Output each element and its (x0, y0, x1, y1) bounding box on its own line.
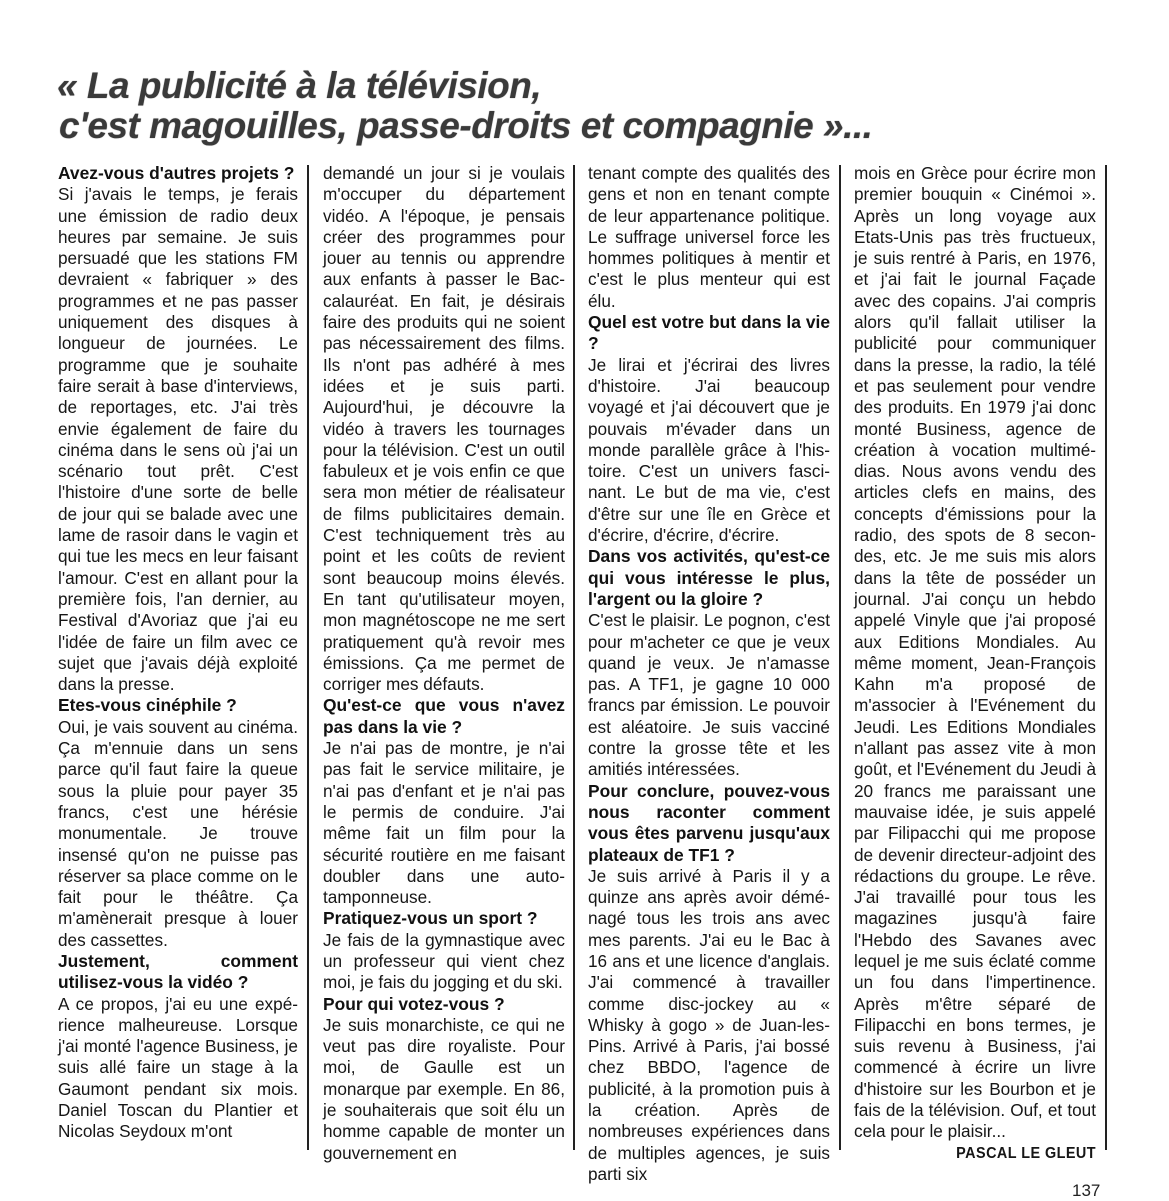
interview-answer: mois en Grèce pour écrire mon premier bouquin « Cinémoi ». Après un long voyage aux Etats-Unis pas très fructueux, je suis rentré à Paris, en 1976, et j'ai fait le journal Façade avec des copains. J'ai compris alors qu'il fallait utiliser la publicité pour communiquer dans la presse, la radio, la télé et pas seulement pour vendre des produits. En 1979 j'ai donc monté Business, agence de création à vocation multimédias. Nous avons vendu des articles clefs en mains, des concepts d'émissions pour la radio, des spots de 8 secondes, etc. Je me suis mis alors dans la tête de posséder un journal. J'ai conçu un hebdo appelé Vinyle que j'ai proposé aux Editions Mondiales. Au même moment, Jean-François Kahn m'a proposé de m'associer à l'Evénement du Jeudi. Les Editions Mondiales n'allant pas assez vite à mon goût, et l'Evénement du Jeudi à 20 francs me paraissant une mauvaise idée, je suis appelé par Filipacchi qui me propose de devenir directeur-adjoint des rédactions du groupe. Le rêve. J'ai travaillé pour tous les magazines jusqu'à faire l'Hebdo des Savanes avec lequel je me suis éclaté comme un fou dans l'impertinence. Après m'être séparé de Filipacchi en bons termes, je suis revenu à Business, j'ai commencé à écrire un livre d'histoire sur les Bourbon et je fais de la télévision. Ouf, et tout cela pour le plaisir... (854, 163, 1096, 1142)
headline-line-1: « La publicité à la télévision, (57, 65, 542, 106)
column-3 (588, 163, 830, 1184)
interview-answer: A ce propos, j'ai eu une expérience malheureuse. Lorsque j'ai monté l'agence Business, je suis allé faire un stage à la Gaumont pendant six mois. Daniel Toscan du Plantier et Nicolas Seydoux m'ont (58, 993, 298, 1142)
interview-answer: C'est le plaisir. Le pognon, c'est pour m'acheter ce que je veux quand je veux. Je n'amasse pas. A TF1, je gagne 10 000 francs par émission. Le pouvoir est aléatoire. Je suis vacciné contre la grosse tête et les amitiés intéressées. (588, 610, 830, 780)
interview-question: Pour conclure, pouvez-vous nous raconter comment vous êtes parvenu jusqu'aux plateaux de TF1 ? (588, 780, 830, 865)
column-1 (58, 163, 298, 1153)
interview-question: Dans vos activités, qu'est-ce qui vous intéresse le plus, l'argent ou la gloire ? (588, 546, 830, 609)
interview-answer: Je fais de la gymnastique avec un professeur qui vient chez moi, je fais du jogging et du ski. (323, 929, 565, 993)
column-4 (854, 163, 1096, 1162)
article-headline (57, 66, 937, 146)
interview-answer: Je suis arrivé à Paris il y a quinze ans après avoir déménagé tous les trois ans avec mes parents. J'ai eu le Bac à 16 ans et une licence d'anglais. J'ai commencé à travailler comme disc-jockey au « Whisky à gogo » de Juan-les-Pins. Arrivé à Paris, j'ai bossé chez BBDO, l'agence de publicité, à la promotion puis à la création. Après de nombreuses expériences dans de multiples agences, je suis parti six (588, 865, 830, 1184)
column-divider (573, 165, 575, 1150)
interview-answer: tenant compte des qualités des gens et non en tenant compte de leur appartenance politique. Le suffrage universel force les hommes politiques à mentir et c'est le plus menteur qui est élu. (588, 163, 830, 311)
interview-answer: Je n'ai pas de montre, je n'ai pas fait le service militaire, je n'ai pas d'enfant et je n'ai pas le permis de conduire. J'ai même fait un film pour la sécurité routière en me faisant doubler dans une autotamponneuse. (323, 738, 565, 908)
column-divider (839, 165, 841, 1150)
interview-question: Pratiquez-vous un sport ? (323, 908, 538, 929)
headline-line-2: c'est magouilles, passe-droits et compagnie »... (59, 105, 873, 146)
interview-question: Qu'est-ce que vous n'avez pas dans la vie ? (323, 695, 565, 737)
interview-answer: Oui, je vais souvent au cinéma. Ça m'ennuie dans un sens parce qu'il faut faire la queue sous la pluie pour payer 35 francs, c'est une hérésie monumentale. Je trouve insensé qu'on ne puisse pas réserver sa place comme on le fait pour le théâtre. Ça m'amènerait presque à louer des cassettes. (58, 716, 298, 950)
column-2 (323, 163, 565, 1163)
column-divider (307, 165, 309, 1150)
interview-question: Avez-vous d'autres projets ? (58, 163, 295, 183)
author-signature: PASCAL LE GLEUT (956, 1144, 1096, 1162)
interview-question: Pour qui votez-vous ? (323, 993, 505, 1014)
interview-answer: Si j'avais le temps, je ferais une émission de radio deux heures par semaine. Je suis persuadé que les stations FM devraient « fabriquer » des programmes et ne pas passer uniquement des disques à longueur de journées. Le programme que je souhaite faire serait à base d'interviews, de reportages, etc. J'ai très envie également de faire du cinéma dans le sens où j'ai un scénario tout prêt. C'est l'histoire d'une sorte de belle de jour qui se balade avec une lame de rasoir dans le vagin et qui tue les mecs en leur faisant l'amour. C'est en allant pour la première fois, l'an dernier, au Festival d'Avoriaz que j'ai eu l'idée de faire un film avec ce sujet que j'avais déjà exploité dans la presse. (58, 184, 298, 695)
page-number: 137 (1072, 1181, 1101, 1200)
interview-answer: Je lirai et j'écrirai des livres d'histoire. J'ai beaucoup voyagé et j'ai découvert que je pouvais m'évader dans un monde parallèle grâce à l'histoire. C'est un univers fascinant. Le but de ma vie, c'est d'être sur une île en Grèce et d'écrire, d'écrire, d'écrire. (588, 354, 830, 546)
column-divider (1105, 165, 1107, 1150)
interview-question: Justement, comment utilisez-vous la vidéo ? (58, 950, 298, 993)
interview-question: Quel est votre but dans la vie ? (588, 312, 830, 354)
interview-answer: Je suis monarchiste, ce qui ne veut pas dire royaliste. Pour moi, de Gaulle est un monarque par exemple. En 86, je souhaiterais que soit élu un homme capable de monter un gouvernement en (323, 1014, 565, 1163)
interview-answer: demandé un jour si je voulais m'occuper du département vidéo. A l'époque, je pensais créer des programmes pour jouer au tennis ou apprendre aux enfants à passer le Baccalauréat. En fait, je désirais faire des produits qui ne soient pas nécessairement des films. Ils n'ont pas adhéré à mes idées et je suis parti. Aujourd'hui, je découvre la vidéo à travers les tournages pour la télévision. C'est un outil fabuleux et je vois enfin ce que sera mon métier de réalisateur de films publicitaires demain. C'est techniquement très au point et les coûts de revient sont beaucoup moins élevés. En tant qu'utilisateur moyen, mon magnétoscope ne me sert pratiquement qu'à revoir mes émissions. Ça me permet de corriger mes défauts. (323, 163, 565, 695)
interview-question: Etes-vous cinéphile ? (58, 695, 237, 716)
